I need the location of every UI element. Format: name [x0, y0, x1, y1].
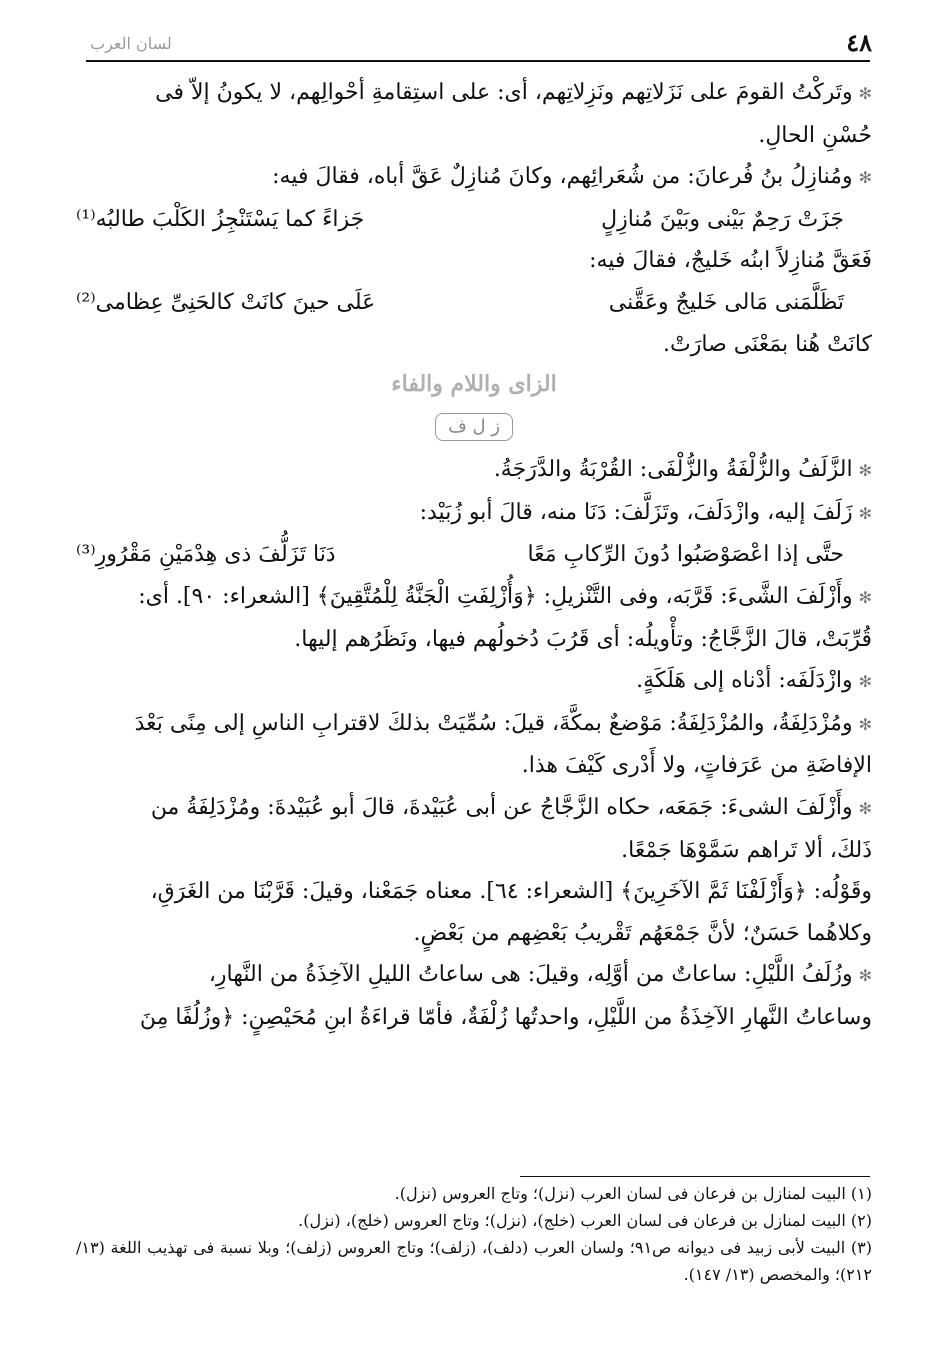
- paragraph: ✻ومُزْدَلِفَةُ، والمُزْدَلِفَةُ: مَوْضعٌ بمكَّةَ، قيلَ: سُمِّيَتْ بذلكَ لاقترابِ الناسِ إلى مِنًى بَعْدَ: [134, 710, 872, 736]
- subsection-title: [76, 403, 872, 449]
- asterisk-icon: ✻: [858, 672, 872, 692]
- verse-first-hemistich: حتَّى إذا اعْصَوْصَبُوا دُونَ الرِّكابِ مَعًا: [527, 542, 844, 568]
- asterisk-icon: ✻: [858, 461, 872, 481]
- verse-first-hemistich: جَزَتْ رَحِمٌ بَيْنى وبَيْنَ مُنازِلٍ: [601, 206, 844, 232]
- verse-first-hemistich: تَظَلَّمَنى مَالى خَليجٌ وعَقَّنى: [608, 289, 844, 315]
- footnotes: [76, 1180, 872, 1288]
- paragraph: ✻الزَّلَفُ والزُّلْفَةُ والزُّلْفَى: القُرْبَةُ والدَّرَجَةُ.: [493, 457, 872, 483]
- paragraph: ✻زَلَفَ إليه، وازْدَلَفَ، وتَزَلَّفَ: دَنَا منه، قالَ أبو زُبَيْد:: [419, 499, 872, 525]
- paragraph: وساعاتُ النَّهارِ الآخِذَةُ من اللَّيْلِ، واحدتُها زُلْفَةٌ، فأمّا قراءَةُ ابنِ مُحَيْصِنٍ: ﴿وزُلُفًا مِنَ: [139, 1004, 872, 1030]
- asterisk-icon: ✻: [858, 587, 872, 607]
- header-rule: [86, 60, 870, 62]
- paragraph: ✻وأَزْلَفَ الشىءَ: جَمَعَه، حكاه الزَّجَّاجُ عن أبى عُبَيْدةَ، قالَ أبو عُبَيْدةَ: ومُزْدَلِفَةُ من: [150, 794, 872, 820]
- asterisk-icon: ✻: [858, 84, 872, 103]
- verse-line: [76, 199, 872, 241]
- footnote-rule: [520, 1176, 870, 1177]
- asterisk-icon: ✻: [858, 966, 872, 986]
- paragraph: ✻وازْدَلَفَه: أدْناه إلى هَلَكَةٍ.: [636, 668, 872, 694]
- asterisk-icon: ✻: [858, 168, 872, 188]
- root-label: ز ل ف: [435, 413, 513, 441]
- main-text: [76, 72, 872, 1038]
- verse-second-hemistich: دَنَا تَزَلُّفَ ذى هِدْمَيْنِ مَقْرُورِ⁽³⁾: [76, 542, 336, 568]
- paragraph: وكلاهُما حَسَنٌ؛ لأنَّ جَمْعَهُم تَقْريبُ بَعْضِهم من بَعْضٍ.: [413, 920, 872, 946]
- verse-second-hemistich: عَلَى حينَ كانَتْ كالحَنِىِّ عِظامى⁽²⁾: [76, 289, 376, 315]
- paragraph: ✻وزُلَفُ اللَّيْلِ: ساعاتٌ من أوَّلِه، وقيلَ: هى ساعاتُ الليلِ الآخِذَةُ من النَّهارِ،: [208, 962, 872, 988]
- verse-line: [76, 282, 872, 324]
- paragraph: وقَوْلُه: ﴿وَأَزْلَفْنَا ثَمَّ الآخَرِينَ﴾ [الشعراء: ٦٤]. معناه جَمَعْنا، وقيلَ: قَرَّبْنَا من الغَرَقِ،: [150, 879, 872, 905]
- section-title: الزاى واللام والفاء: [391, 371, 557, 398]
- paragraph: ذَلكَ، ألا تَراهم سَمَّوْهَا جَمْعًا.: [621, 837, 872, 863]
- running-head: لسان العرب: [90, 34, 172, 53]
- footnote: (٢) البيت لمنازل بن فرعان فى لسان العرب (خلج)، (نزل)؛ وتاج العروس (خلج)، (نزل).: [298, 1211, 872, 1230]
- footnote: (١) البيت لمنازل بن فرعان فى لسان العرب (نزل)؛ وتاج العروس (نزل).: [394, 1184, 872, 1203]
- paragraph: كانَتْ هُنا بمَعْنَى صارَتْ.: [663, 331, 872, 357]
- paragraph: حُسْنِ الحالِ.: [758, 122, 872, 148]
- paragraph: ✻وتَركْتُ القومَ على نَزَلاتِهم ونَزِلاتِهم، أى: على استِقامةِ أحْوالِهم، لا يكونُ إلاّ فى: [155, 80, 872, 105]
- asterisk-icon: ✻: [858, 798, 872, 818]
- asterisk-icon: ✻: [858, 503, 872, 523]
- page-header: [70, 28, 872, 68]
- verse-second-hemistich: جَزاءً كما يَسْتَنْجِزُ الكَلْبَ طالبُه⁽¹⁾: [76, 206, 365, 232]
- page-number: ٤٨: [846, 28, 872, 57]
- paragraph: الإفاضَةِ من عَرَفاتٍ، ولا أَدْرى كَيْفَ هذا.: [521, 753, 872, 779]
- paragraph: قُرِّبَتْ، قالَ الزَّجَّاجُ: وتأْويلُه: أى قَرُبَ دُخولُهم فيها، ونَظَرُهم إليها.: [294, 626, 872, 652]
- verse-line: [76, 534, 872, 576]
- asterisk-icon: ✻: [858, 714, 872, 734]
- paragraph: ✻وأَزْلَفَ الشَّىءَ: قَرَّبَه، وفى التَّنْزيلِ: ﴿وَأُزْلِفَتِ الْجَنَّةُ لِلْمُتَّقِينَ﴾ [الشعراء: ٩٠]. أى:: [138, 583, 872, 609]
- paragraph: فَعَقَّ مُنازِلاً ابنُه خَليجٌ، فقالَ فيه:: [589, 248, 872, 274]
- footnote: (٣) البيت لأبى زبيد فى ديوانه ص٩١؛ ولسان العرب (دلف)، (زلف)؛ وتاج العروس (زلف)؛ وبلا نسبة فى تهذيب اللغة (١٣/ ٢١٢)؛ والمخصص (١٣/ ١٤٧).: [76, 1238, 872, 1284]
- paragraph: ✻ومُنازِلُ بنُ فُرعانَ: من شُعَرائِهم، وكانَ مُنازِلٌ عَقَّ أباه، فقالَ فيه:: [272, 164, 872, 190]
